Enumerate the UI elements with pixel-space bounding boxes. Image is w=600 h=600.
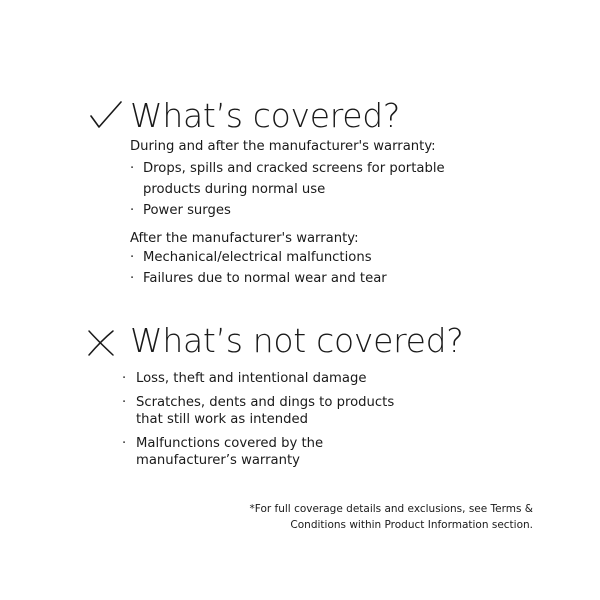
bullet-dot: · — [122, 371, 127, 386]
cross-icon — [86, 328, 116, 358]
bullet-dot: · — [122, 395, 127, 410]
not-covered-item-manufacturer-line1: Malfunctions covered by the — [136, 436, 324, 451]
not-covered-item-scratches-line2: that still work as intended — [136, 412, 308, 427]
covered-item-power-surges: Power surges — [143, 203, 231, 218]
not-covered-item-scratches-line1: Scratches, dents and dings to products — [136, 395, 395, 410]
covered-item-wear-and-tear: Failures due to normal wear and tear — [143, 271, 387, 286]
covered-heading: What’s covered? — [130, 96, 401, 135]
not-covered-heading: What’s not covered? — [130, 321, 464, 360]
covered-item-drops-line1: Drops, spills and cracked screens for portable — [143, 161, 445, 176]
bullet-dot: · — [130, 161, 135, 176]
bullet-dot: · — [130, 203, 135, 218]
footnote-line1: *For full coverage details and exclusions, see Terms & — [249, 503, 533, 515]
covered-item-malfunctions: Mechanical/electrical malfunctions — [143, 250, 372, 265]
not-covered-item-manufacturer-line2: manufacturer’s warranty — [136, 453, 300, 468]
not-covered-item-loss-theft: Loss, theft and intentional damage — [136, 371, 367, 386]
footnote-line2: Conditions within Product Information section. — [290, 519, 533, 531]
covered-item-drops-line2: products during normal use — [143, 182, 326, 197]
after-warranty-label: After the manufacturer's warranty: — [130, 231, 359, 246]
bullet-dot: · — [130, 250, 135, 265]
during-after-warranty-label: During and after the manufacturer's warranty: — [130, 139, 436, 154]
bullet-dot: · — [122, 436, 127, 451]
check-icon — [89, 100, 123, 130]
bullet-dot: · — [130, 271, 135, 286]
